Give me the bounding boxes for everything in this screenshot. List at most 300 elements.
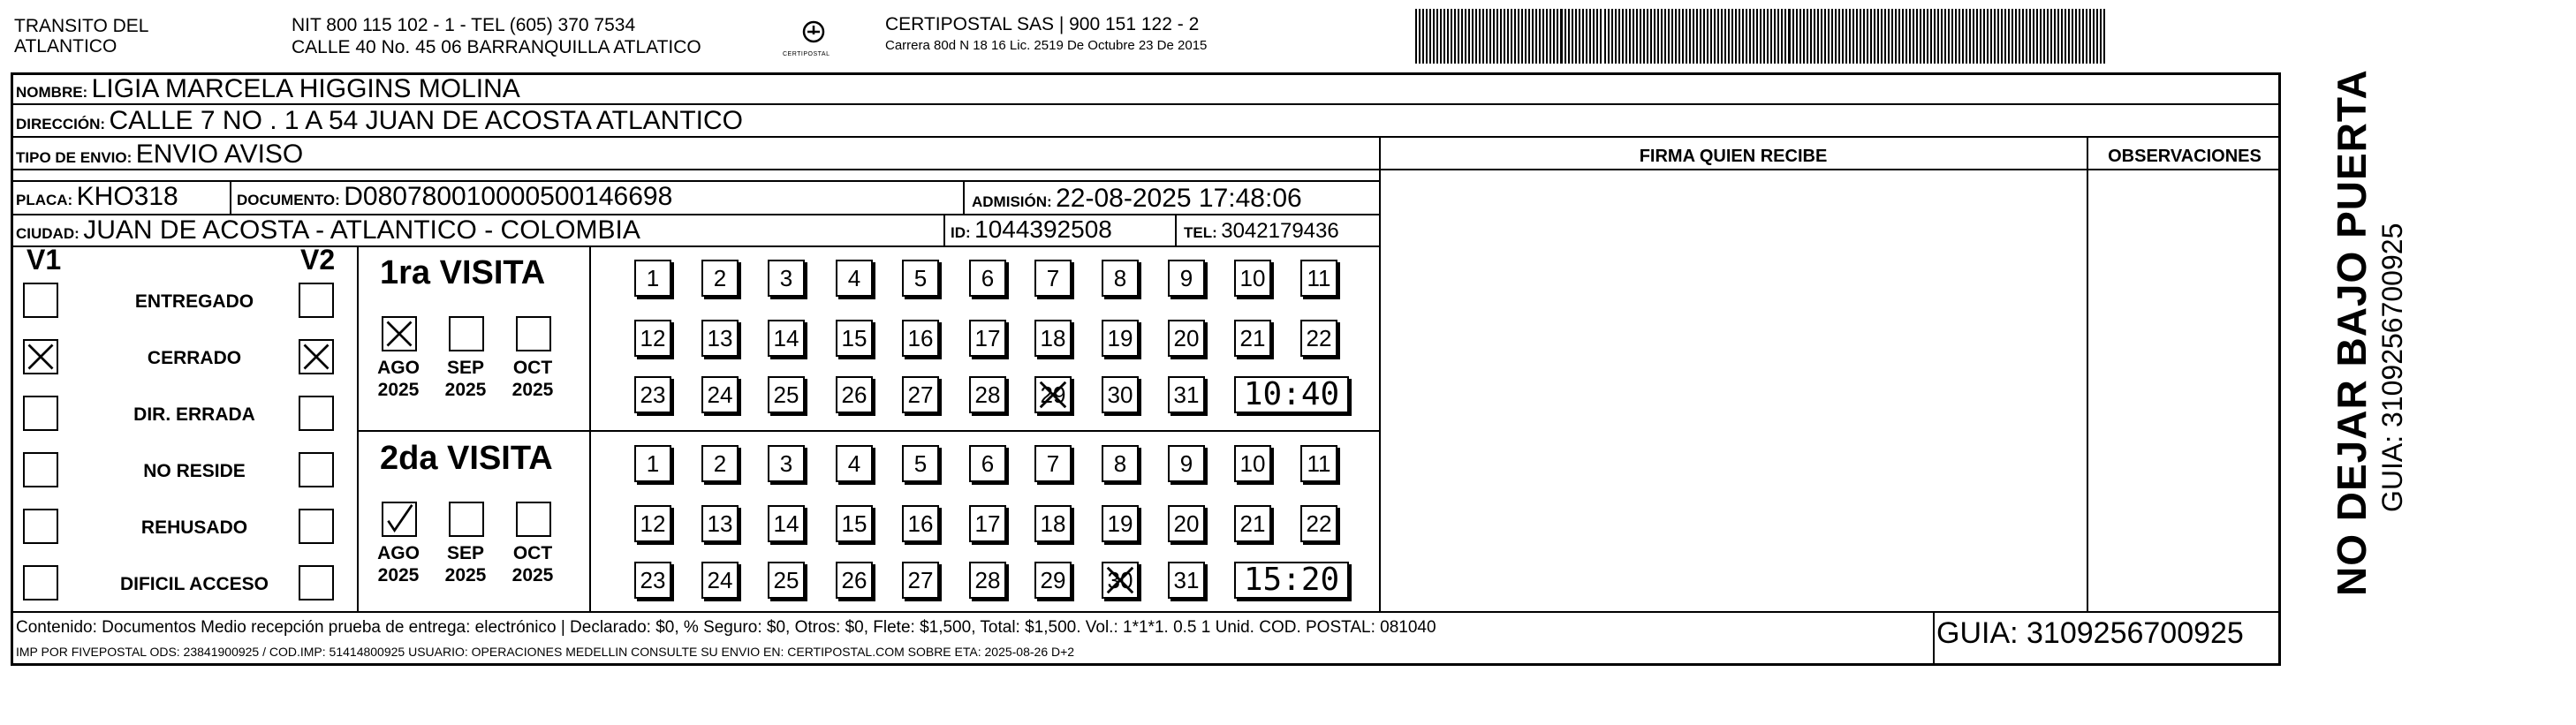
tel-field xyxy=(1184,221,1339,242)
day-box[interactable]: 15 xyxy=(836,505,873,542)
barcode-bar xyxy=(1777,9,1779,64)
month-year: 2025 xyxy=(511,565,554,585)
barcode-bar xyxy=(1654,9,1655,64)
day-box[interactable]: 2 xyxy=(701,445,739,482)
barcode-bar xyxy=(1525,9,1527,64)
barcode-bar xyxy=(1831,9,1833,64)
guia-number: GUIA: 3109256700925 xyxy=(1936,616,2244,650)
barcode-bar xyxy=(1838,9,1840,64)
month-label xyxy=(435,542,496,586)
barcode-bar xyxy=(1927,9,1928,64)
day-box[interactable]: 21 xyxy=(1234,320,1271,357)
barcode-bar xyxy=(1454,9,1456,64)
day-box[interactable]: 30 xyxy=(1102,376,1139,413)
day-box[interactable]: 7 xyxy=(1034,445,1072,482)
v2-checkbox[interactable] xyxy=(299,283,334,318)
day-box[interactable]: 12 xyxy=(634,505,671,542)
documento-value: D080780010000500146698 xyxy=(344,182,673,211)
day-box[interactable]: 26 xyxy=(836,562,873,599)
barcode-bar xyxy=(2004,9,2006,64)
barcode-bar xyxy=(1518,9,1519,64)
day-box[interactable]: 1 xyxy=(634,445,671,482)
barcode-bar xyxy=(1693,9,1694,64)
day-box[interactable]: 23 xyxy=(634,376,671,413)
day-box[interactable]: 6 xyxy=(969,260,1006,297)
barcode-bar xyxy=(1888,9,1890,64)
barcode-bar xyxy=(1647,9,1648,64)
barcode-bar xyxy=(1489,9,1491,64)
visit-title: 1ra VISITA xyxy=(380,254,546,291)
barcode-bar xyxy=(1429,9,1431,64)
day-box[interactable]: 15 xyxy=(836,320,873,357)
barcode-bar xyxy=(1419,9,1421,64)
day-box[interactable]: 11 xyxy=(1300,445,1337,482)
barcode-bar xyxy=(1717,9,1719,64)
day-box[interactable]: 31 xyxy=(1168,562,1205,599)
barcode-bar xyxy=(1874,9,1875,64)
day-box[interactable]: 31 xyxy=(1168,376,1205,413)
barcode-bar xyxy=(1511,9,1512,64)
barcode-bar xyxy=(1867,9,1868,64)
day-box[interactable]: 13 xyxy=(701,505,739,542)
barcode-bar xyxy=(2072,9,2073,64)
barcode-bar xyxy=(1756,9,1758,64)
barcode-bar xyxy=(1604,9,1606,64)
placa-field xyxy=(16,184,178,210)
day-box[interactable]: 9 xyxy=(1168,445,1205,482)
month-label xyxy=(502,357,564,401)
barcode-bar xyxy=(1703,9,1705,64)
barcode-bar xyxy=(1997,9,1999,64)
barcode-bar xyxy=(1881,9,1883,64)
org-line2: ATLANTICO xyxy=(14,36,117,57)
month-year: 2025 xyxy=(444,565,487,585)
day-box[interactable]: 30 xyxy=(1102,562,1139,599)
barcode-bar xyxy=(1542,9,1544,64)
barcode-bar xyxy=(1600,9,1602,64)
barcode-bar xyxy=(1895,9,1897,64)
month-name: SEP xyxy=(446,543,485,563)
month-year: 2025 xyxy=(511,380,554,400)
barcode-bar xyxy=(1568,9,1570,64)
barcode-bar xyxy=(1618,9,1620,64)
barcode-bar xyxy=(1461,9,1463,64)
barcode-bar xyxy=(2040,9,2042,64)
status-label: ENTREGADO xyxy=(134,291,254,312)
day-box[interactable]: 18 xyxy=(1034,505,1072,542)
barcode-bar xyxy=(1944,9,1946,64)
barcode-bar xyxy=(1700,9,1701,64)
barcode-bar xyxy=(1856,9,1858,64)
barcode-bar xyxy=(2100,9,2102,64)
day-box[interactable]: 14 xyxy=(768,320,805,357)
barcode-bar xyxy=(1549,9,1551,64)
barcode-bar xyxy=(1440,9,1442,64)
barcode-bar xyxy=(1689,9,1691,64)
day-box[interactable]: 5 xyxy=(902,445,939,482)
barcode-bar xyxy=(1657,9,1659,64)
logo-text: CERTIPOSTAL xyxy=(783,51,830,57)
tipo-envio-label: TIPO DE ENVIO: xyxy=(16,149,133,166)
v2-checkbox[interactable] xyxy=(299,452,334,487)
barcode-bar xyxy=(1948,9,1950,64)
barcode-bar xyxy=(2019,9,2020,64)
v2-checkbox[interactable] xyxy=(299,565,334,600)
barcode-bar xyxy=(1633,9,1634,64)
nombre-field xyxy=(16,76,520,102)
barcode-bar xyxy=(2050,9,2052,64)
day-box[interactable]: 22 xyxy=(1300,505,1337,542)
barcode-bar xyxy=(1636,9,1638,64)
day-box[interactable]: 25 xyxy=(768,376,805,413)
courier-line1: CERTIPOSTAL SAS | 900 151 122 - 2 xyxy=(885,14,1200,34)
status-label: NO RESIDE xyxy=(143,461,246,481)
barcode-bar xyxy=(2086,9,2087,64)
barcode-bar xyxy=(1707,9,1708,64)
barcode-bar xyxy=(1479,9,1481,64)
barcode-bar xyxy=(1909,9,1911,64)
barcode-bar xyxy=(1966,9,1967,64)
barcode-bar xyxy=(1565,9,1566,64)
barcode-bar xyxy=(1593,9,1595,64)
barcode-bar xyxy=(1959,9,1960,64)
day-box[interactable]: 27 xyxy=(902,376,939,413)
month-name: AGO xyxy=(377,358,420,378)
barcode-bar xyxy=(1451,9,1452,64)
barcode-bar xyxy=(1937,9,1939,64)
barcode-bar xyxy=(1507,9,1509,64)
month-label xyxy=(502,542,564,586)
barcode-bar xyxy=(2008,9,2010,64)
barcode-bar xyxy=(1582,9,1584,64)
day-box[interactable]: 29 xyxy=(1034,562,1072,599)
placa-label: PLACA: xyxy=(16,192,73,208)
barcode-bar xyxy=(1661,9,1663,64)
v2-checkbox[interactable] xyxy=(299,339,334,374)
barcode-bar xyxy=(1553,9,1555,64)
barcode-bar xyxy=(1496,9,1498,64)
barcode-bar xyxy=(1532,9,1534,64)
barcode-bar xyxy=(2068,9,2070,64)
tel-label: TEL: xyxy=(1184,224,1217,241)
barcode-bar xyxy=(1828,9,1830,64)
documento-label: DOCUMENTO: xyxy=(237,192,340,208)
v1-checkbox[interactable] xyxy=(23,565,58,600)
v1-checkbox[interactable] xyxy=(23,509,58,544)
day-box[interactable]: 7 xyxy=(1034,260,1072,297)
day-box[interactable]: 24 xyxy=(701,376,739,413)
barcode-bar xyxy=(1803,9,1805,64)
barcode-bar xyxy=(1941,9,1943,64)
barcode-bar xyxy=(1579,9,1580,64)
barcode-bar xyxy=(1770,9,1772,64)
barcode-bar xyxy=(1664,9,1666,64)
barcode-bar xyxy=(1980,9,1981,64)
barcode-bar xyxy=(1877,9,1879,64)
barcode-bar xyxy=(1951,9,1953,64)
barcode-bar xyxy=(1714,9,1716,64)
documento-field xyxy=(237,184,672,210)
month-year: 2025 xyxy=(377,380,420,400)
barcode-bar xyxy=(1916,9,1918,64)
org-line1: TRANSITO DEL xyxy=(14,16,149,36)
barcode-bar xyxy=(1643,9,1645,64)
barcode-bar xyxy=(1799,9,1801,64)
org-name xyxy=(14,16,148,57)
barcode-bar xyxy=(1934,9,1936,64)
month-name: AGO xyxy=(377,543,420,563)
barcode-bar xyxy=(1710,9,1712,64)
barcode-bar xyxy=(1468,9,1470,64)
day-box[interactable]: 1 xyxy=(634,260,671,297)
nit-line2: CALLE 40 No. 45 06 BARRANQUILLA ATLATICO xyxy=(292,37,701,57)
month-name: OCT xyxy=(512,358,553,378)
month-checkbox[interactable] xyxy=(516,316,551,351)
status-label: CERRADO xyxy=(147,348,242,368)
barcode-bar xyxy=(1668,9,1670,64)
day-box[interactable]: 17 xyxy=(969,320,1006,357)
barcode-bar xyxy=(1990,9,1992,64)
day-box[interactable]: 20 xyxy=(1168,320,1205,357)
imp-line: IMP POR FIVEPOSTAL ODS: 23841900925 / COD.IMP: 51414800925 USUARIO: OPERACIONES MEDELLIN CONSULTE SU ENVIO EN: CERTIPOSTAL.COM SOBRE ETA: 2025-08-26 D+2 xyxy=(16,645,1075,659)
barcode-bar xyxy=(1696,9,1698,64)
barcode-bar xyxy=(2075,9,2077,64)
barcode-bar xyxy=(1920,9,1921,64)
barcode-bar xyxy=(1930,9,1932,64)
barcode-bar xyxy=(1475,9,1477,64)
barcode-bar xyxy=(1973,9,1974,64)
admision-field xyxy=(972,185,1302,212)
barcode-bar xyxy=(2012,9,2013,64)
barcode-bar xyxy=(1465,9,1466,64)
id-value: 1044392508 xyxy=(974,215,1112,243)
day-box[interactable]: 5 xyxy=(902,260,939,297)
barcode-bar xyxy=(2033,9,2034,64)
day-box[interactable]: 4 xyxy=(836,260,873,297)
barcode-bar xyxy=(2089,9,2091,64)
barcode-bar xyxy=(1884,9,1886,64)
month-name: SEP xyxy=(446,358,485,378)
nombre-value: LIGIA MARCELA HIGGINS MOLINA xyxy=(91,74,520,103)
barcode-bar xyxy=(1608,9,1610,64)
barcode-bar xyxy=(1788,9,1791,64)
barcode-bar xyxy=(1611,9,1613,64)
barcode-bar xyxy=(1535,9,1537,64)
barcode-bar xyxy=(1810,9,1812,64)
ciudad-field xyxy=(16,217,640,244)
day-box[interactable]: 25 xyxy=(768,562,805,599)
barcode-bar xyxy=(1521,9,1523,64)
barcode-bar xyxy=(1753,9,1754,64)
courier-line2: Carrera 80d N 18 16 Lic. 2519 De Octubre 23 De 2015 xyxy=(885,38,1208,53)
tipo-envio-value: ENVIO AVISO xyxy=(135,140,304,169)
barcode-bar xyxy=(1572,9,1573,64)
month-checkbox[interactable] xyxy=(449,502,484,537)
day-box[interactable]: 12 xyxy=(634,320,671,357)
day-box[interactable]: 16 xyxy=(902,505,939,542)
day-box[interactable]: 18 xyxy=(1034,320,1072,357)
barcode-bar xyxy=(2079,9,2080,64)
v1-checkbox[interactable] xyxy=(23,396,58,431)
v1-checkbox[interactable] xyxy=(23,283,58,318)
month-year: 2025 xyxy=(377,565,420,585)
v1-checkbox[interactable] xyxy=(23,452,58,487)
barcode-bar xyxy=(2026,9,2027,64)
day-box[interactable]: 9 xyxy=(1168,260,1205,297)
barcode-bar xyxy=(1763,9,1765,64)
barcode-bar xyxy=(1675,9,1677,64)
barcode-bar xyxy=(1486,9,1488,64)
day-box[interactable]: 19 xyxy=(1102,505,1139,542)
barcode-bar xyxy=(1792,9,1794,64)
barcode-bar xyxy=(1443,9,1445,64)
barcode-bar xyxy=(1987,9,1989,64)
day-box[interactable]: 23 xyxy=(634,562,671,599)
barcode-bar xyxy=(1731,9,1733,64)
barcode-bar xyxy=(1842,9,1844,64)
barcode-bar xyxy=(1586,9,1587,64)
barcode-bar xyxy=(2096,9,2098,64)
barcode-bar xyxy=(1817,9,1819,64)
day-box[interactable]: 8 xyxy=(1102,260,1139,297)
barcode-bar xyxy=(1923,9,1925,64)
day-box[interactable]: 6 xyxy=(969,445,1006,482)
barcode-bar xyxy=(1493,9,1495,64)
v2-checkbox[interactable] xyxy=(299,509,334,544)
side-guia: GUIA: 3109256700925 xyxy=(2376,223,2408,512)
barcode-bar xyxy=(1863,9,1865,64)
day-box[interactable]: 16 xyxy=(902,320,939,357)
barcode-bar xyxy=(1596,9,1598,64)
day-box[interactable]: 10 xyxy=(1234,445,1271,482)
barcode-bar xyxy=(1749,9,1751,64)
time-box[interactable]: 10:40 xyxy=(1234,376,1349,413)
day-box[interactable]: 26 xyxy=(836,376,873,413)
barcode-bar xyxy=(2043,9,2045,64)
barcode-bar xyxy=(1735,9,1737,64)
barcode-bar xyxy=(2036,9,2038,64)
month-checkbox[interactable] xyxy=(382,502,417,537)
day-box[interactable]: 13 xyxy=(701,320,739,357)
barcode-bar xyxy=(1557,9,1558,64)
nombre-label: NOMBRE: xyxy=(16,84,88,101)
day-box[interactable]: 20 xyxy=(1168,505,1205,542)
day-box[interactable]: 22 xyxy=(1300,320,1337,357)
barcode-bar xyxy=(1807,9,1808,64)
day-box[interactable]: 29 xyxy=(1034,376,1072,413)
month-checkbox[interactable] xyxy=(382,316,417,351)
day-box[interactable]: 4 xyxy=(836,445,873,482)
barcode-bar xyxy=(1814,9,1815,64)
barcode-bar xyxy=(1902,9,1904,64)
barcode-bar xyxy=(1458,9,1459,64)
barcode-bar xyxy=(1625,9,1627,64)
day-box[interactable]: 28 xyxy=(969,376,1006,413)
barcode-bar xyxy=(1528,9,1530,64)
barcode-bar xyxy=(1870,9,1872,64)
v2-checkbox[interactable] xyxy=(299,396,334,431)
barcode-bar xyxy=(1796,9,1798,64)
org-contact xyxy=(292,14,701,58)
day-box[interactable]: 2 xyxy=(701,260,739,297)
barcode-bar xyxy=(1504,9,1505,64)
ciudad-value: JUAN DE ACOSTA - ATLANTICO - COLOMBIA xyxy=(83,215,640,245)
barcode-bar xyxy=(1482,9,1484,64)
barcode-bar xyxy=(2029,9,2031,64)
barcode-bar xyxy=(1560,9,1563,64)
barcode-bar xyxy=(1898,9,1900,64)
status-label: DIR. ERRADA xyxy=(133,404,255,425)
barcode-bar xyxy=(1845,9,1847,64)
day-box[interactable]: 28 xyxy=(969,562,1006,599)
barcode-bar xyxy=(1539,9,1541,64)
day-box[interactable]: 14 xyxy=(768,505,805,542)
day-box[interactable]: 17 xyxy=(969,505,1006,542)
barcode-bar xyxy=(1724,9,1726,64)
barcode-bar xyxy=(1891,9,1893,64)
month-label xyxy=(367,542,429,586)
time-box[interactable]: 15:20 xyxy=(1234,562,1349,599)
day-box[interactable]: 21 xyxy=(1234,505,1271,542)
month-checkbox[interactable] xyxy=(449,316,484,351)
barcode-bar xyxy=(1767,9,1769,64)
day-box[interactable]: 24 xyxy=(701,562,739,599)
barcode-bar xyxy=(1622,9,1624,64)
barcode-bar xyxy=(1589,9,1591,64)
day-box[interactable]: 11 xyxy=(1300,260,1337,297)
barcode-bar xyxy=(1447,9,1449,64)
v1-header: V1 xyxy=(27,244,62,276)
barcode-bar xyxy=(1575,9,1577,64)
month-name: OCT xyxy=(512,543,553,563)
day-box[interactable]: 3 xyxy=(768,260,805,297)
direccion-field xyxy=(16,108,743,134)
barcode-bar xyxy=(1686,9,1687,64)
day-box[interactable]: 27 xyxy=(902,562,939,599)
barcode-bar xyxy=(1514,9,1516,64)
barcode-bar xyxy=(1682,9,1684,64)
day-box[interactable]: 3 xyxy=(768,445,805,482)
barcode-bar xyxy=(2047,9,2049,64)
barcode-bar xyxy=(2093,9,2095,64)
barcode-bar xyxy=(1976,9,1978,64)
barcode-bar xyxy=(1721,9,1723,64)
barcode-bar xyxy=(2015,9,2017,64)
barcode-bar xyxy=(1615,9,1617,64)
v1-checkbox[interactable] xyxy=(23,339,58,374)
month-label xyxy=(367,357,429,401)
tipo-envio-field xyxy=(16,141,303,168)
v2-header: V2 xyxy=(300,244,336,276)
day-box[interactable]: 19 xyxy=(1102,320,1139,357)
id-field xyxy=(951,217,1112,242)
barcode-bar xyxy=(2103,9,2105,64)
barcode-bar xyxy=(1821,9,1822,64)
barcode-bar xyxy=(2082,9,2084,64)
barcode-bar xyxy=(1422,9,1424,64)
barcode-bar xyxy=(1500,9,1502,64)
day-box[interactable]: 8 xyxy=(1102,445,1139,482)
barcode-bar xyxy=(1784,9,1786,64)
barcode-bar xyxy=(1629,9,1631,64)
barcode-bar xyxy=(1824,9,1826,64)
warning-text: NO DEJAR BAJO PUERTA xyxy=(2329,69,2375,596)
barcode-bar xyxy=(1969,9,1971,64)
month-checkbox[interactable] xyxy=(516,502,551,537)
day-box[interactable]: 10 xyxy=(1234,260,1271,297)
barcode-bar xyxy=(1739,9,1740,64)
placa-value: KHO318 xyxy=(76,182,178,211)
